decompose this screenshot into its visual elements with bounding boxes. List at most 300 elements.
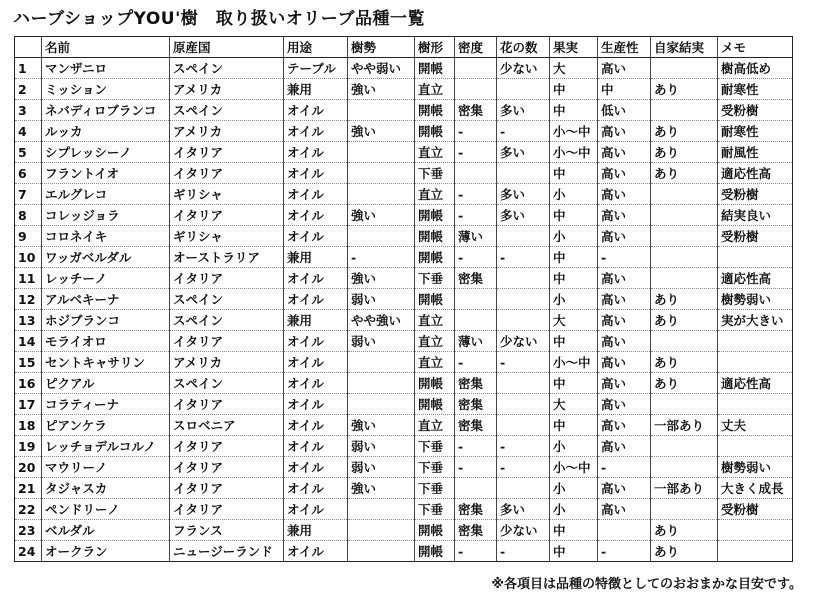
- cell-variety-name: アルベキーナ: [42, 289, 170, 310]
- cell-flower-count: 少ない: [497, 331, 550, 352]
- cell-productivity: 高い: [598, 205, 651, 226]
- cell-flower-count: [497, 226, 550, 247]
- cell-productivity: -: [598, 541, 651, 562]
- cell-variety-name: ルッカ: [42, 121, 170, 142]
- cell-row-number: 18: [15, 415, 42, 436]
- cell-flower-count: [497, 415, 550, 436]
- cell-vigor: 強い: [348, 79, 415, 100]
- cell-density: -: [455, 121, 497, 142]
- cell-row-number: 16: [15, 373, 42, 394]
- cell-memo: [718, 352, 793, 373]
- cell-memo: 大きく成長: [718, 478, 793, 499]
- cell-tree-shape: 下垂: [415, 499, 455, 520]
- cell-flower-count: -: [497, 247, 550, 268]
- header-fruit: 果実: [550, 37, 598, 58]
- cell-usage: オイル: [284, 121, 348, 142]
- cell-variety-name: シプレッシーノ: [42, 142, 170, 163]
- cell-tree-shape: 開帳: [415, 226, 455, 247]
- cell-density: 薄い: [455, 331, 497, 352]
- cell-density: [455, 478, 497, 499]
- cell-origin-country: アメリカ: [170, 121, 284, 142]
- cell-row-number: 2: [15, 79, 42, 100]
- cell-productivity: 高い: [598, 352, 651, 373]
- cell-vigor: やや強い: [348, 310, 415, 331]
- cell-variety-name: ピアンケラ: [42, 415, 170, 436]
- cell-vigor: [348, 163, 415, 184]
- cell-fruit-size: 中: [550, 268, 598, 289]
- cell-origin-country: スペイン: [170, 373, 284, 394]
- cell-row-number: 7: [15, 184, 42, 205]
- cell-row-number: 17: [15, 394, 42, 415]
- cell-usage: オイル: [284, 205, 348, 226]
- cell-density: -: [455, 142, 497, 163]
- cell-memo: 樹高低め: [718, 58, 793, 79]
- table-row: [15, 163, 793, 184]
- cell-density: 密集: [455, 499, 497, 520]
- cell-tree-shape: 直立: [415, 184, 455, 205]
- cell-variety-name: ペンドリーノ: [42, 499, 170, 520]
- cell-fruit-size: 中: [550, 520, 598, 541]
- cell-flower-count: 多い: [497, 142, 550, 163]
- cell-variety-name: レッチーノ: [42, 268, 170, 289]
- cell-productivity: 高い: [598, 184, 651, 205]
- cell-tree-shape: 直立: [415, 415, 455, 436]
- cell-density: 密集: [455, 100, 497, 121]
- cell-vigor: [348, 499, 415, 520]
- table-row: [15, 499, 793, 520]
- cell-origin-country: スペイン: [170, 289, 284, 310]
- cell-vigor: [348, 373, 415, 394]
- cell-usage: 兼用: [284, 79, 348, 100]
- cell-density: -: [455, 205, 497, 226]
- cell-origin-country: イタリア: [170, 394, 284, 415]
- cell-tree-shape: 開帳: [415, 58, 455, 79]
- cell-flower-count: [497, 268, 550, 289]
- cell-origin-country: イタリア: [170, 499, 284, 520]
- cell-variety-name: コレッジョラ: [42, 205, 170, 226]
- cell-self-fertile: [651, 226, 718, 247]
- cell-self-fertile: [651, 100, 718, 121]
- cell-vigor: 弱い: [348, 331, 415, 352]
- cell-fruit-size: 小: [550, 226, 598, 247]
- cell-usage: オイル: [284, 373, 348, 394]
- cell-vigor: 強い: [348, 268, 415, 289]
- cell-row-number: 13: [15, 310, 42, 331]
- table-row: [15, 184, 793, 205]
- cell-usage: オイル: [284, 100, 348, 121]
- cell-memo: [718, 541, 793, 562]
- cell-usage: オイル: [284, 268, 348, 289]
- cell-variety-name: ミッション: [42, 79, 170, 100]
- cell-density: -: [455, 247, 497, 268]
- cell-origin-country: フランス: [170, 520, 284, 541]
- header-productivity: 生産性: [598, 37, 651, 58]
- cell-density: -: [455, 352, 497, 373]
- table-row: [15, 100, 793, 121]
- cell-origin-country: オーストラリア: [170, 247, 284, 268]
- cell-tree-shape: 開帳: [415, 394, 455, 415]
- cell-origin-country: イタリア: [170, 457, 284, 478]
- cell-self-fertile: あり: [651, 541, 718, 562]
- cell-row-number: 5: [15, 142, 42, 163]
- cell-row-number: 10: [15, 247, 42, 268]
- table-row: [15, 478, 793, 499]
- table-row: [15, 310, 793, 331]
- cell-memo: 結実良い: [718, 205, 793, 226]
- cell-usage: テーブル: [284, 58, 348, 79]
- cell-usage: オイル: [284, 436, 348, 457]
- cell-usage: オイル: [284, 478, 348, 499]
- table-row: [15, 415, 793, 436]
- cell-memo: 受粉樹: [718, 226, 793, 247]
- cell-self-fertile: あり: [651, 520, 718, 541]
- cell-usage: オイル: [284, 499, 348, 520]
- cell-variety-name: ネバディロブランコ: [42, 100, 170, 121]
- table-row: [15, 79, 793, 100]
- cell-self-fertile: あり: [651, 289, 718, 310]
- header-name: 名前: [42, 37, 170, 58]
- cell-tree-shape: 開帳: [415, 541, 455, 562]
- cell-row-number: 6: [15, 163, 42, 184]
- cell-origin-country: アメリカ: [170, 79, 284, 100]
- cell-self-fertile: あり: [651, 352, 718, 373]
- page-title: ハーブショップYOU'樹 取り扱いオリーブ品種一覧: [13, 9, 425, 29]
- cell-flower-count: [497, 289, 550, 310]
- table-row: [15, 142, 793, 163]
- cell-self-fertile: あり: [651, 163, 718, 184]
- cell-row-number: 23: [15, 520, 42, 541]
- cell-row-number: 8: [15, 205, 42, 226]
- header-self-fertile: 自家結実: [651, 37, 718, 58]
- cell-self-fertile: あり: [651, 79, 718, 100]
- cell-density: [455, 289, 497, 310]
- table-row: [15, 58, 793, 79]
- cell-origin-country: イタリア: [170, 331, 284, 352]
- cell-usage: オイル: [284, 184, 348, 205]
- cell-density: [455, 310, 497, 331]
- cell-fruit-size: 中: [550, 79, 598, 100]
- table-row: [15, 520, 793, 541]
- cell-fruit-size: 中: [550, 373, 598, 394]
- cell-flower-count: [497, 373, 550, 394]
- cell-vigor: 弱い: [348, 289, 415, 310]
- cell-productivity: 高い: [598, 58, 651, 79]
- cell-usage: 兼用: [284, 520, 348, 541]
- cell-tree-shape: 開帳: [415, 289, 455, 310]
- table-header-row: [15, 37, 793, 58]
- cell-density: -: [455, 436, 497, 457]
- table-row: [15, 268, 793, 289]
- cell-self-fertile: あり: [651, 121, 718, 142]
- cell-self-fertile: 一部あり: [651, 415, 718, 436]
- cell-vigor: 強い: [348, 478, 415, 499]
- cell-memo: 耐寒性: [718, 121, 793, 142]
- cell-origin-country: イタリア: [170, 436, 284, 457]
- cell-self-fertile: あり: [651, 373, 718, 394]
- cell-origin-country: ギリシャ: [170, 184, 284, 205]
- cell-flower-count: 少ない: [497, 58, 550, 79]
- cell-tree-shape: 直立: [415, 310, 455, 331]
- table-row: [15, 394, 793, 415]
- cell-flower-count: [497, 310, 550, 331]
- header-origin: 原産国: [170, 37, 284, 58]
- cell-fruit-size: 小: [550, 289, 598, 310]
- cell-productivity: 高い: [598, 478, 651, 499]
- cell-vigor: 強い: [348, 205, 415, 226]
- cell-density: -: [455, 541, 497, 562]
- cell-self-fertile: [651, 268, 718, 289]
- cell-fruit-size: 小～中: [550, 142, 598, 163]
- cell-usage: オイル: [284, 226, 348, 247]
- cell-tree-shape: 下垂: [415, 436, 455, 457]
- cell-self-fertile: あり: [651, 310, 718, 331]
- cell-usage: オイル: [284, 541, 348, 562]
- cell-usage: 兼用: [284, 247, 348, 268]
- cell-variety-name: オークラン: [42, 541, 170, 562]
- cell-fruit-size: 大: [550, 310, 598, 331]
- cell-row-number: 24: [15, 541, 42, 562]
- cell-fruit-size: 小: [550, 184, 598, 205]
- cell-flower-count: [497, 163, 550, 184]
- cell-density: 密集: [455, 394, 497, 415]
- cell-variety-name: コロネイキ: [42, 226, 170, 247]
- cell-row-number: 11: [15, 268, 42, 289]
- cell-row-number: 4: [15, 121, 42, 142]
- cell-vigor: -: [348, 247, 415, 268]
- cell-vigor: [348, 541, 415, 562]
- cell-tree-shape: 直立: [415, 331, 455, 352]
- cell-self-fertile: あり: [651, 142, 718, 163]
- cell-variety-name: エルグレコ: [42, 184, 170, 205]
- cell-memo: 実が大きい: [718, 310, 793, 331]
- cell-origin-country: ニュージーランド: [170, 541, 284, 562]
- cell-row-number: 14: [15, 331, 42, 352]
- cell-productivity: 高い: [598, 436, 651, 457]
- cell-row-number: 22: [15, 499, 42, 520]
- cell-origin-country: イタリア: [170, 142, 284, 163]
- table-row: [15, 331, 793, 352]
- cell-tree-shape: 開帳: [415, 373, 455, 394]
- cell-productivity: 高い: [598, 373, 651, 394]
- cell-variety-name: タジャスカ: [42, 478, 170, 499]
- cell-variety-name: モライオロ: [42, 331, 170, 352]
- cell-vigor: [348, 184, 415, 205]
- cell-productivity: 高い: [598, 121, 651, 142]
- cell-density: 密集: [455, 268, 497, 289]
- cell-density: -: [455, 457, 497, 478]
- cell-tree-shape: 下垂: [415, 457, 455, 478]
- cell-tree-shape: 開帳: [415, 100, 455, 121]
- cell-productivity: -: [598, 457, 651, 478]
- cell-productivity: -: [598, 247, 651, 268]
- cell-vigor: [348, 142, 415, 163]
- cell-self-fertile: [651, 205, 718, 226]
- cell-tree-shape: 下垂: [415, 478, 455, 499]
- cell-flower-count: -: [497, 121, 550, 142]
- cell-density: -: [455, 184, 497, 205]
- cell-usage: オイル: [284, 457, 348, 478]
- cell-fruit-size: 小～中: [550, 457, 598, 478]
- cell-self-fertile: [651, 331, 718, 352]
- cell-fruit-size: 中: [550, 247, 598, 268]
- cell-flower-count: 少ない: [497, 520, 550, 541]
- cell-flower-count: 多い: [497, 100, 550, 121]
- cell-tree-shape: 開帳: [415, 247, 455, 268]
- cell-density: [455, 58, 497, 79]
- header-vigor: 樹勢: [348, 37, 415, 58]
- cell-row-number: 9: [15, 226, 42, 247]
- cell-flower-count: [497, 79, 550, 100]
- cell-vigor: 弱い: [348, 457, 415, 478]
- cell-usage: オイル: [284, 331, 348, 352]
- cell-productivity: 高い: [598, 499, 651, 520]
- cell-vigor: [348, 226, 415, 247]
- cell-usage: 兼用: [284, 310, 348, 331]
- cell-memo: [718, 436, 793, 457]
- cell-memo: 樹勢弱い: [718, 289, 793, 310]
- cell-productivity: 高い: [598, 289, 651, 310]
- cell-productivity: 高い: [598, 331, 651, 352]
- cell-productivity: [598, 520, 651, 541]
- cell-row-number: 12: [15, 289, 42, 310]
- cell-tree-shape: 開帳: [415, 205, 455, 226]
- cell-origin-country: スロベニア: [170, 415, 284, 436]
- cell-self-fertile: 一部あり: [651, 478, 718, 499]
- cell-variety-name: コラティーナ: [42, 394, 170, 415]
- cell-density: 密集: [455, 373, 497, 394]
- cell-origin-country: スペイン: [170, 100, 284, 121]
- cell-memo: 受粉樹: [718, 499, 793, 520]
- table-row: [15, 121, 793, 142]
- header-tree-shape: 樹形: [415, 37, 455, 58]
- cell-origin-country: スペイン: [170, 310, 284, 331]
- cell-productivity: 高い: [598, 226, 651, 247]
- olive-variety-table: [14, 36, 793, 562]
- cell-density: [455, 79, 497, 100]
- cell-flower-count: -: [497, 541, 550, 562]
- cell-tree-shape: 下垂: [415, 268, 455, 289]
- cell-memo: 受粉樹: [718, 100, 793, 121]
- cell-variety-name: ホジブランコ: [42, 310, 170, 331]
- cell-variety-name: ベルダル: [42, 520, 170, 541]
- cell-productivity: 高い: [598, 394, 651, 415]
- cell-memo: 樹勢弱い: [718, 457, 793, 478]
- cell-self-fertile: [651, 184, 718, 205]
- cell-origin-country: スペイン: [170, 58, 284, 79]
- cell-self-fertile: [651, 499, 718, 520]
- cell-memo: 受粉樹: [718, 184, 793, 205]
- cell-self-fertile: [651, 394, 718, 415]
- cell-fruit-size: 小: [550, 436, 598, 457]
- cell-fruit-size: 小～中: [550, 352, 598, 373]
- header-usage: 用途: [284, 37, 348, 58]
- cell-variety-name: ピクアル: [42, 373, 170, 394]
- cell-origin-country: イタリア: [170, 478, 284, 499]
- cell-tree-shape: 下垂: [415, 163, 455, 184]
- cell-origin-country: アメリカ: [170, 352, 284, 373]
- cell-vigor: 強い: [348, 415, 415, 436]
- cell-variety-name: マウリーノ: [42, 457, 170, 478]
- footnote: ※各項目は品種の特徴としてのおおまかな目安です。: [491, 577, 802, 592]
- cell-tree-shape: 直立: [415, 142, 455, 163]
- cell-origin-country: イタリア: [170, 205, 284, 226]
- header-density: 密度: [455, 37, 497, 58]
- cell-row-number: 15: [15, 352, 42, 373]
- cell-origin-country: イタリア: [170, 163, 284, 184]
- cell-tree-shape: 直立: [415, 79, 455, 100]
- cell-productivity: 高い: [598, 142, 651, 163]
- cell-productivity: 高い: [598, 268, 651, 289]
- cell-origin-country: イタリア: [170, 268, 284, 289]
- cell-row-number: 19: [15, 436, 42, 457]
- cell-memo: 丈夫: [718, 415, 793, 436]
- cell-memo: [718, 247, 793, 268]
- cell-usage: オイル: [284, 352, 348, 373]
- cell-origin-country: ギリシャ: [170, 226, 284, 247]
- cell-variety-name: フラントイオ: [42, 163, 170, 184]
- table-body: [15, 58, 793, 562]
- cell-flower-count: 多い: [497, 499, 550, 520]
- cell-row-number: 21: [15, 478, 42, 499]
- cell-flower-count: -: [497, 457, 550, 478]
- cell-vigor: [348, 352, 415, 373]
- cell-productivity: 中: [598, 79, 651, 100]
- cell-fruit-size: 中: [550, 541, 598, 562]
- cell-density: [455, 163, 497, 184]
- cell-productivity: 低い: [598, 100, 651, 121]
- cell-fruit-size: 大: [550, 394, 598, 415]
- cell-memo: 適応性高: [718, 163, 793, 184]
- header-memo: メモ: [718, 37, 793, 58]
- cell-self-fertile: [651, 58, 718, 79]
- cell-productivity: 高い: [598, 310, 651, 331]
- cell-tree-shape: 開帳: [415, 121, 455, 142]
- cell-memo: 耐風性: [718, 142, 793, 163]
- cell-fruit-size: 中: [550, 415, 598, 436]
- cell-vigor: [348, 520, 415, 541]
- cell-self-fertile: [651, 247, 718, 268]
- cell-density: 密集: [455, 415, 497, 436]
- cell-fruit-size: 中: [550, 331, 598, 352]
- cell-vigor: [348, 394, 415, 415]
- table-row: [15, 457, 793, 478]
- cell-row-number: 3: [15, 100, 42, 121]
- cell-usage: オイル: [284, 142, 348, 163]
- table-row: [15, 373, 793, 394]
- cell-row-number: 20: [15, 457, 42, 478]
- cell-self-fertile: [651, 436, 718, 457]
- table-row: [15, 247, 793, 268]
- cell-variety-name: セントキャサリン: [42, 352, 170, 373]
- cell-fruit-size: 小: [550, 499, 598, 520]
- cell-flower-count: 多い: [497, 205, 550, 226]
- cell-flower-count: [497, 394, 550, 415]
- cell-fruit-size: 中: [550, 100, 598, 121]
- table-row: [15, 289, 793, 310]
- cell-flower-count: 多い: [497, 184, 550, 205]
- cell-memo: [718, 520, 793, 541]
- table-row: [15, 226, 793, 247]
- cell-memo: [718, 331, 793, 352]
- cell-tree-shape: 直立: [415, 352, 455, 373]
- cell-fruit-size: 中: [550, 163, 598, 184]
- table-row: [15, 352, 793, 373]
- cell-vigor: やや弱い: [348, 58, 415, 79]
- cell-tree-shape: 開帳: [415, 520, 455, 541]
- header-flower-count: 花の数: [497, 37, 550, 58]
- cell-productivity: 高い: [598, 163, 651, 184]
- cell-variety-name: レッチョデルコルノ: [42, 436, 170, 457]
